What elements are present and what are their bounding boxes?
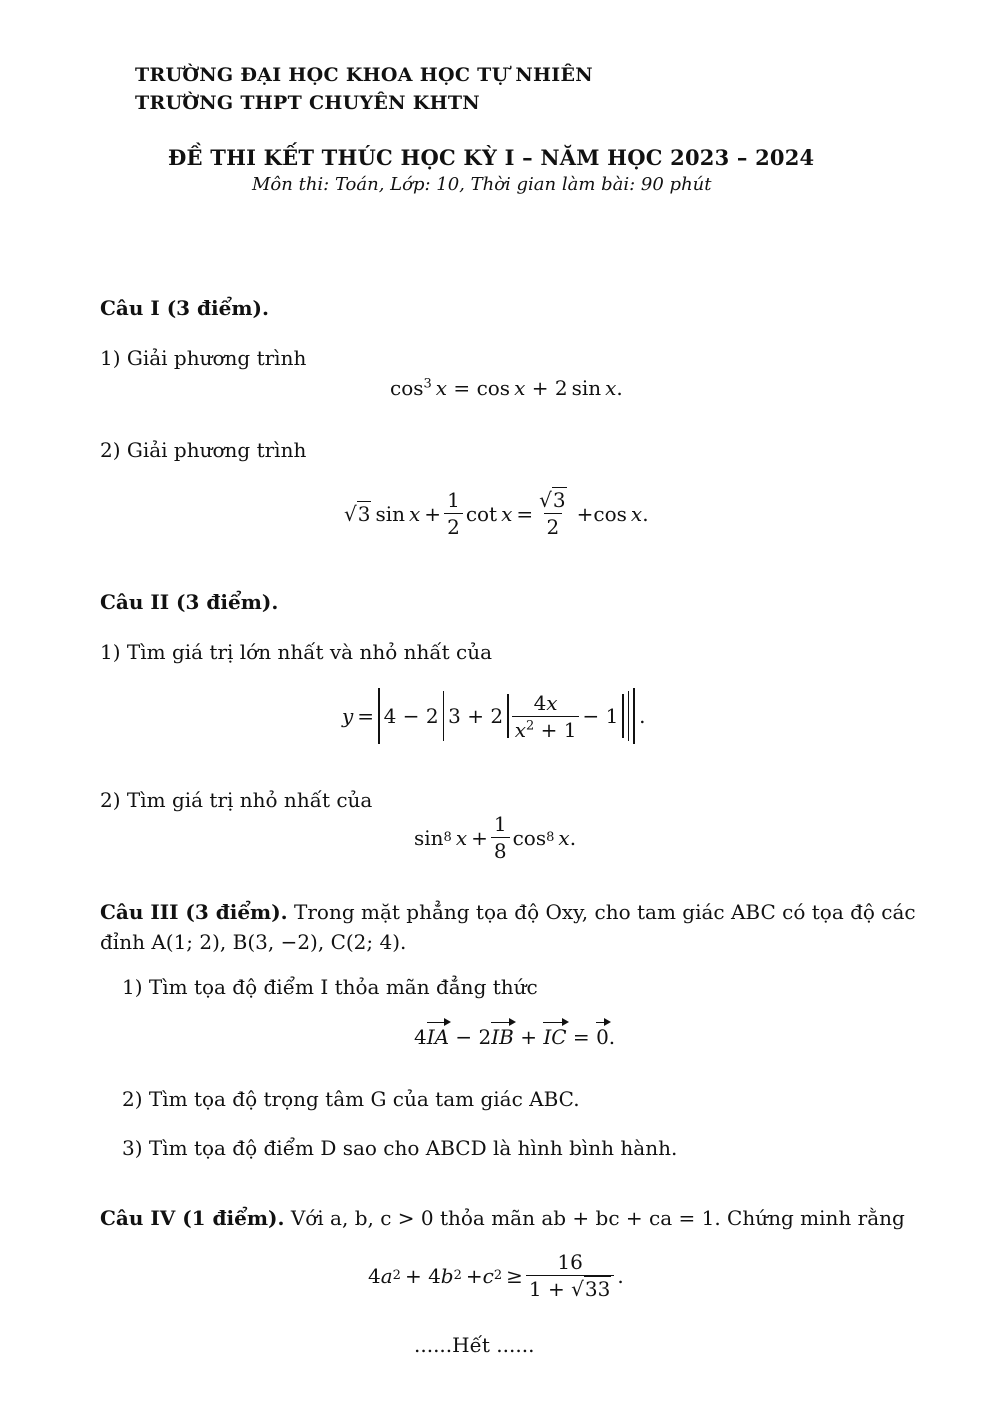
- q1-equation-2: √3 sin x + $\frac{1}{2}$ cot x = $\frac{√3}{2}$ + cos x .: [344, 488, 649, 539]
- q3-part3-label: 3) Tìm tọa độ điểm D sao cho ABCD là hình bình hành.: [122, 1136, 678, 1160]
- q1-part2-label: 2) Giải phương trình: [100, 438, 307, 462]
- exam-info: Môn thi: Toán, Lớp: 10, Thời gian làm bài: 90 phút: [252, 174, 712, 195]
- q1-part1-label: 1) Giải phương trình: [100, 346, 307, 370]
- q4-heading-line: [100, 1206, 905, 1230]
- q2-heading: Câu II (3 điểm).: [100, 590, 279, 614]
- q1-heading: Câu I (3 điểm).: [100, 296, 269, 320]
- q3-heading-line: [100, 900, 916, 924]
- q4-inequality: 4 a 2 + 4 b 2 + c 2 ≥ $\frac{16}{1 + √33}$ .: [368, 1250, 624, 1301]
- q3-intro-a: Trong mặt phẳng tọa độ Oxy, cho tam giác ABC có tọa độ các: [294, 900, 916, 924]
- q2-expression: sin 8 x + $\frac{1}{8}$ cos 8 x .: [414, 812, 577, 863]
- school-name: TRƯỜNG THPT CHUYÊN KHTN: [135, 92, 480, 114]
- q2-function-y: y = 4 − 2 3 + 2 $\frac{4x}{x^2 + 1}$ − 1 .: [342, 688, 645, 744]
- q4-intro: Với a, b, c > 0 thỏa mãn ab + bc + ca = 1. Chứng minh rằng: [290, 1206, 905, 1230]
- q3-heading: Câu III (3 điểm).: [100, 900, 288, 924]
- q3-intro-b: đỉnh A(1; 2), B(3, −2), C(2; 4).: [100, 930, 407, 954]
- q4-heading: Câu IV (1 điểm).: [100, 1206, 285, 1230]
- q2-part1-label: 1) Tìm giá trị lớn nhất và nhỏ nhất của: [100, 640, 493, 664]
- q1-equation-1: $\cos^3 x = \cos x + 2$ sin x.: [390, 376, 623, 400]
- q3-part1-label: 1) Tìm tọa độ điểm I thỏa mãn đẳng thức: [122, 975, 538, 999]
- q3-part2-label: 2) Tìm tọa độ trọng tâm G của tam giác ABC.: [122, 1087, 580, 1111]
- end-marker: ......Hết ......: [414, 1333, 535, 1357]
- q3-vector-equation: 4IA − 2IB + IC = 0.: [414, 1025, 616, 1049]
- exam-title: ĐỀ THI KẾT THÚC HỌC KỲ I – NĂM HỌC 2023 – 2024: [168, 145, 815, 170]
- q2-part2-label: 2) Tìm giá trị nhỏ nhất của: [100, 788, 373, 812]
- university-name: TRƯỜNG ĐẠI HỌC KHOA HỌC TỰ NHIÊN: [135, 64, 593, 86]
